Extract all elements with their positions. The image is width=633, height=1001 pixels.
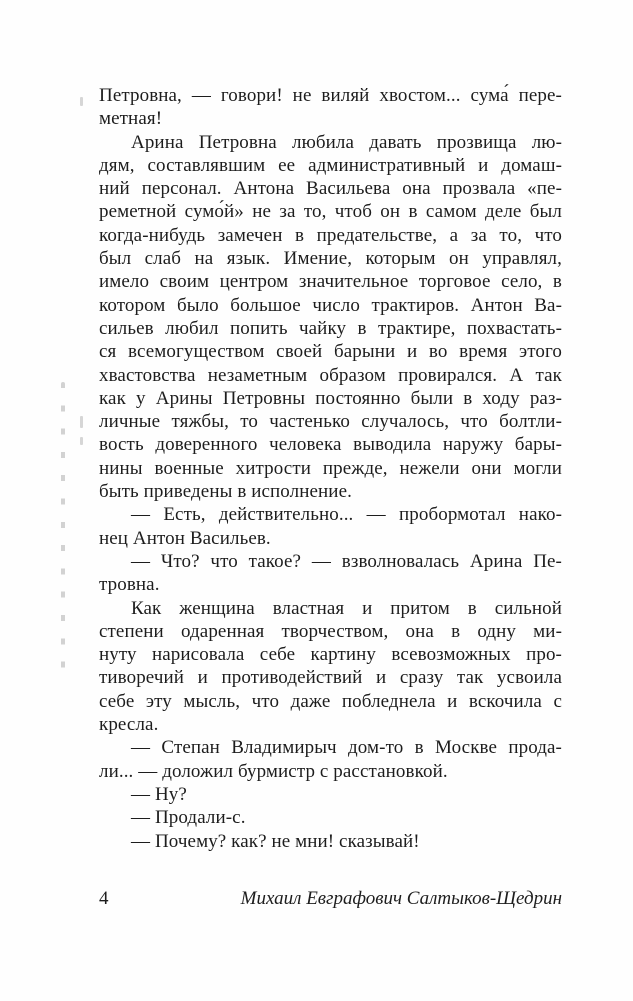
text-line: нины военные хитрости прежде, нежели они могли [99, 457, 562, 479]
text-line: реметной сумо́й» не за то, чтоб он в самом деле был [99, 201, 562, 223]
text-line: Как женщина властная и притом в сильной [131, 597, 562, 619]
text-line: кресла. [99, 714, 159, 736]
paragraph [99, 830, 562, 853]
page-number: 4 [99, 888, 109, 909]
text-line: когда-нибудь замечен в предательстве, а за то, что [99, 224, 562, 246]
text-line: себе эту мысль, что даже побледнела и вскочила с [99, 690, 562, 712]
text-line: нец Антон Васильев. [99, 527, 271, 549]
page-footer [99, 887, 562, 910]
paragraph [99, 550, 562, 597]
text-line: ся всемогуществом своей барыни и во время этого [99, 341, 562, 363]
text-line: — Ну? [131, 783, 187, 805]
scan-gutter-artifact [61, 382, 65, 682]
text-line: тровна. [99, 574, 160, 596]
text-line: личные тяжбы, то частенько случалось, что болтли- [99, 411, 562, 433]
text-line: был слаб на язык. Имение, которым он управлял, [99, 248, 562, 270]
paragraph [99, 131, 562, 504]
text-line: вость доверенного человека выводила наружу бары- [99, 434, 562, 456]
text-line: тиворечий и противодействий и сразу так усвоила [99, 667, 562, 689]
paragraph [99, 503, 562, 550]
running-footer-author: Михаил Евграфович Салтыков-Щедрин [240, 888, 562, 909]
text-line: — Продали-с. [131, 807, 246, 829]
text-line: Арина Петровна любила давать прозвища лю- [131, 131, 562, 153]
text-line: — Степан Владимирыч дом-то в Москве прода- [131, 737, 562, 759]
text-line: как у Арины Петровны постоянно были в ходу раз- [99, 387, 562, 409]
scan-speck [80, 97, 83, 106]
text-line: быть приведены в исполнение. [99, 481, 352, 503]
paragraph [99, 84, 562, 131]
text-line: котором было большое число трактиров. Антон Ва- [99, 294, 562, 316]
text-line: сильев любил попить чайку в трактире, похвастать- [99, 317, 562, 339]
text-line: дям, составлявшим ее административный и домаш- [99, 154, 562, 176]
text-line: — Почему? как? не мни! сказывай! [131, 830, 420, 852]
text-line: ли... — доложил бурмистр с расстановкой. [99, 760, 448, 782]
text-line: нуту нарисовала себе картину всевозможных про- [99, 644, 562, 666]
text-line: Петровна, — говори! не виляй хвостом... сума́ пере- [99, 85, 562, 106]
text-line: имело своим центром значительное торговое село, в [99, 271, 562, 293]
text-line: хвастовства незаметным образом провирался. А так [99, 364, 562, 386]
text-line: — Есть, действительно... — пробормотал нако- [131, 504, 562, 526]
text-line: метная! [99, 108, 163, 130]
paragraph [99, 783, 562, 806]
paragraph [99, 597, 562, 737]
text-line: степени одаренная творчеством, она в одну ми- [99, 620, 562, 642]
page-text [99, 84, 562, 853]
paragraph [99, 806, 562, 829]
paragraph [99, 736, 562, 783]
text-line: ний персонал. Антона Васильева она прозвала «пе- [99, 178, 562, 200]
text-line: — Что? что такое? — взволновалась Арина Пе- [131, 550, 562, 572]
scan-speck [80, 416, 83, 428]
scan-speck [80, 437, 83, 445]
